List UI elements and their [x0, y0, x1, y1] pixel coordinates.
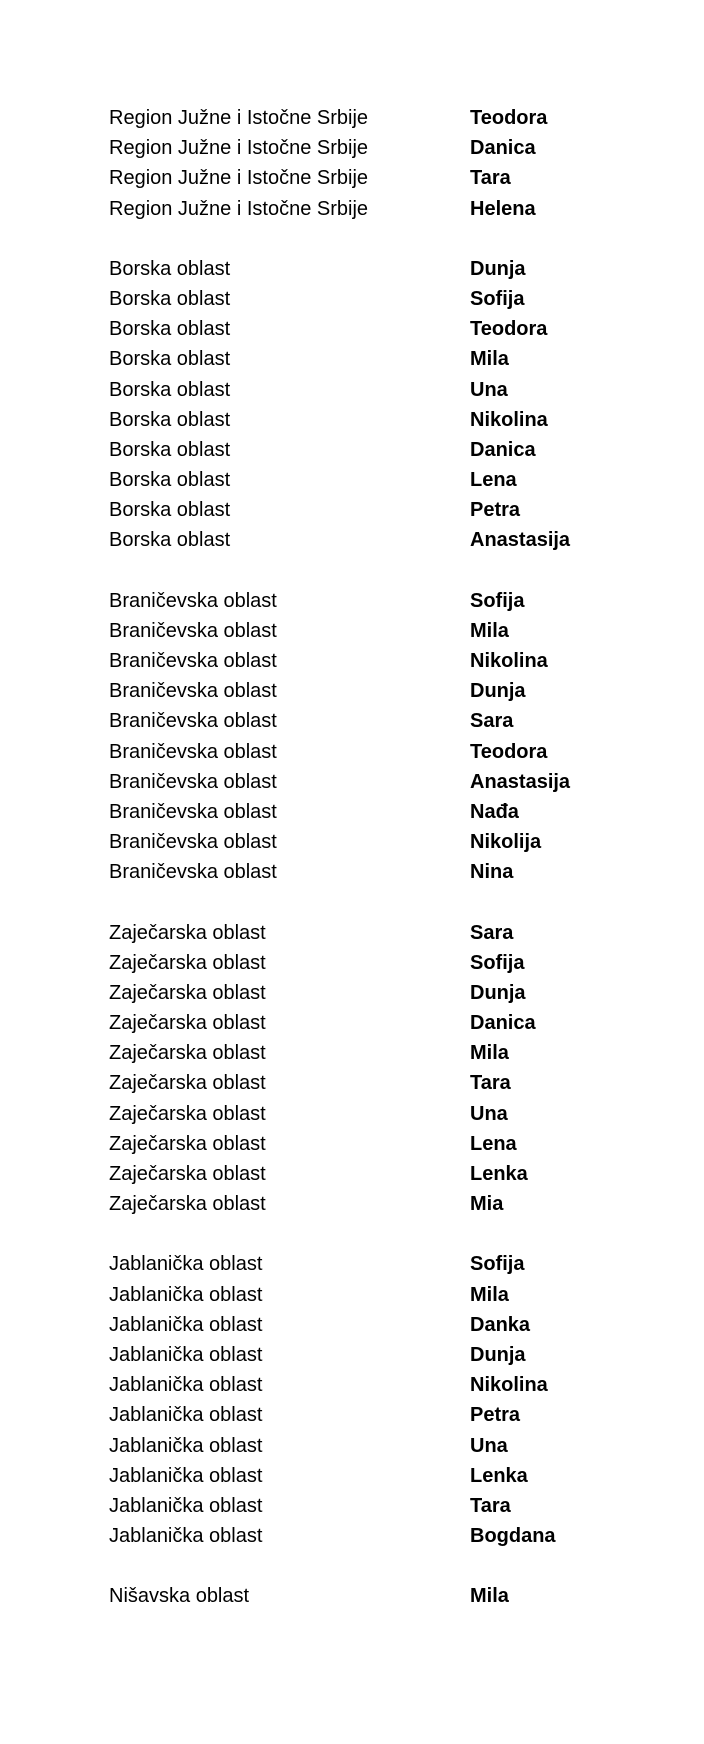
region-name: Region Južne i Istočne Srbije — [109, 197, 369, 220]
person-name: Danka — [470, 1313, 531, 1336]
region-name: Jablanička oblast — [109, 1404, 263, 1427]
region-name: Region Južne i Istočne Srbije — [109, 107, 369, 129]
region-name: Zaječarska oblast — [109, 921, 266, 944]
region-name: Borska oblast — [109, 469, 231, 492]
list-item — [109, 194, 629, 224]
list-item — [109, 435, 629, 465]
region-group — [109, 1581, 629, 1611]
region-name: Zaječarska oblast — [109, 1102, 266, 1125]
person-name: Mia — [470, 1193, 504, 1216]
region-group — [109, 918, 629, 1220]
region-group — [109, 103, 629, 224]
person-name: Mila — [470, 1585, 509, 1608]
list-item — [109, 133, 629, 163]
person-name: Lena — [470, 469, 517, 492]
region-name: Zaječarska oblast — [109, 1072, 266, 1095]
region-name: Zaječarska oblast — [109, 951, 266, 974]
person-name: Nađa — [470, 800, 519, 823]
person-name: Sara — [470, 710, 514, 733]
region-name: Braničevska oblast — [109, 861, 277, 884]
region-name: Borska oblast — [109, 529, 231, 552]
person-name: Nikolina — [470, 1374, 548, 1397]
person-name: Petra — [470, 1404, 521, 1427]
person-name: Dunja — [470, 680, 526, 703]
region-name: Borska oblast — [109, 318, 231, 341]
person-name: Mila — [470, 1042, 509, 1065]
person-name: Teodora — [470, 318, 548, 341]
person-name: Mila — [470, 348, 509, 371]
region-group — [109, 254, 629, 556]
person-name: Una — [470, 378, 508, 401]
person-name: Danica — [470, 438, 536, 461]
region-name: Braničevska oblast — [109, 740, 277, 763]
list-item — [109, 1370, 629, 1400]
person-name: Nikolina — [470, 408, 548, 431]
person-name: Sofija — [470, 951, 525, 974]
person-name: Mila — [470, 619, 509, 642]
list-item — [109, 163, 629, 193]
list-item — [109, 1400, 629, 1430]
list-item — [109, 284, 629, 314]
person-name: Tara — [470, 1072, 511, 1095]
list-item — [109, 1340, 629, 1370]
list-item — [109, 1280, 629, 1310]
person-name: Bogdana — [470, 1525, 556, 1548]
region-name: Zaječarska oblast — [109, 1163, 266, 1185]
region-name: Jablanička oblast — [109, 1525, 263, 1548]
person-name: Danica — [470, 137, 536, 160]
list-item — [109, 1068, 629, 1098]
person-name: Teodora — [470, 740, 548, 763]
region-name: Zaječarska oblast — [109, 1042, 266, 1065]
person-name: Petra — [470, 499, 521, 522]
list-item — [109, 857, 629, 887]
person-name: Una — [470, 1102, 508, 1125]
list-item — [109, 525, 629, 555]
region-group — [109, 586, 629, 888]
region-name: Jablanička oblast — [109, 1464, 263, 1487]
region-name: Jablanička oblast — [109, 1283, 263, 1306]
list-item — [109, 646, 629, 676]
list-item — [109, 1581, 629, 1611]
region-name: Zaječarska oblast — [109, 1193, 266, 1216]
list-item — [109, 1249, 629, 1279]
person-name: Sofija — [470, 589, 525, 612]
list-item — [109, 314, 629, 344]
region-name: Braničevska oblast — [109, 800, 277, 823]
region-name: Borska oblast — [109, 348, 231, 371]
person-name: Dunja — [470, 1343, 526, 1366]
list-item — [109, 1038, 629, 1068]
list-item — [109, 827, 629, 857]
list-item — [109, 676, 629, 706]
region-name: Braničevska oblast — [109, 710, 277, 733]
list-item — [109, 1099, 629, 1129]
person-name: Lenka — [470, 1163, 528, 1185]
region-name: Braničevska oblast — [109, 680, 277, 703]
list-item — [109, 978, 629, 1008]
list-item — [109, 948, 629, 978]
person-name: Sofija — [470, 287, 525, 310]
list-item — [109, 254, 629, 284]
region-name: Borska oblast — [109, 499, 231, 522]
list-item — [109, 1521, 629, 1551]
region-name: Borska oblast — [109, 257, 231, 280]
list-item — [109, 616, 629, 646]
list-item — [109, 465, 629, 495]
list-item — [109, 1491, 629, 1521]
region-name: Zaječarska oblast — [109, 1132, 266, 1155]
list-item — [109, 1129, 629, 1159]
region-name: Braničevska oblast — [109, 770, 277, 793]
person-name: Mila — [470, 1283, 509, 1306]
person-name: Sara — [470, 921, 514, 944]
list-item — [109, 405, 629, 435]
list-item — [109, 1310, 629, 1340]
region-name: Borska oblast — [109, 438, 231, 461]
document-body — [109, 103, 629, 1641]
person-name: Anastasija — [470, 529, 571, 552]
list-item — [109, 797, 629, 827]
list-item — [109, 1189, 629, 1219]
person-name: Nikolija — [470, 831, 542, 854]
list-item — [109, 767, 629, 797]
list-item — [109, 586, 629, 616]
region-group — [109, 1249, 629, 1551]
region-name: Nišavska oblast — [109, 1585, 250, 1608]
person-name: Una — [470, 1434, 508, 1457]
region-name: Jablanička oblast — [109, 1313, 263, 1336]
region-name: Zaječarska oblast — [109, 981, 266, 1004]
person-name: Tara — [470, 167, 511, 190]
region-name: Zaječarska oblast — [109, 1012, 266, 1035]
region-name: Region Južne i Istočne Srbije — [109, 167, 369, 190]
region-name: Jablanička oblast — [109, 1494, 263, 1517]
list-item — [109, 706, 629, 736]
region-name: Borska oblast — [109, 287, 231, 310]
region-name: Jablanička oblast — [109, 1343, 263, 1366]
list-item — [109, 737, 629, 767]
list-item — [109, 1431, 629, 1461]
person-name: Lena — [470, 1132, 517, 1155]
person-name: Lenka — [470, 1464, 528, 1487]
person-name: Sofija — [470, 1253, 525, 1276]
region-name: Braničevska oblast — [109, 589, 277, 612]
person-name: Dunja — [470, 257, 526, 280]
list-item — [109, 103, 629, 133]
person-name: Danica — [470, 1012, 536, 1035]
person-name: Anastasija — [470, 770, 571, 793]
region-name: Braničevska oblast — [109, 831, 277, 854]
list-item — [109, 1461, 629, 1491]
person-name: Helena — [470, 197, 536, 220]
person-name: Nikolina — [470, 650, 548, 672]
list-item — [109, 375, 629, 405]
person-name: Dunja — [470, 981, 526, 1004]
region-name: Jablanička oblast — [109, 1253, 263, 1276]
region-name: Braničevska oblast — [109, 619, 277, 642]
list-item — [109, 1008, 629, 1038]
list-item — [109, 495, 629, 525]
region-name: Jablanička oblast — [109, 1434, 263, 1457]
region-name: Braničevska oblast — [109, 650, 277, 672]
list-item — [109, 918, 629, 948]
list-item — [109, 1159, 629, 1189]
person-name: Nina — [470, 861, 514, 884]
region-name: Region Južne i Istočne Srbije — [109, 137, 369, 160]
region-name: Borska oblast — [109, 408, 231, 431]
region-name: Jablanička oblast — [109, 1374, 263, 1397]
region-name: Borska oblast — [109, 378, 231, 401]
person-name: Tara — [470, 1494, 511, 1517]
list-item — [109, 344, 629, 374]
person-name: Teodora — [470, 107, 548, 129]
